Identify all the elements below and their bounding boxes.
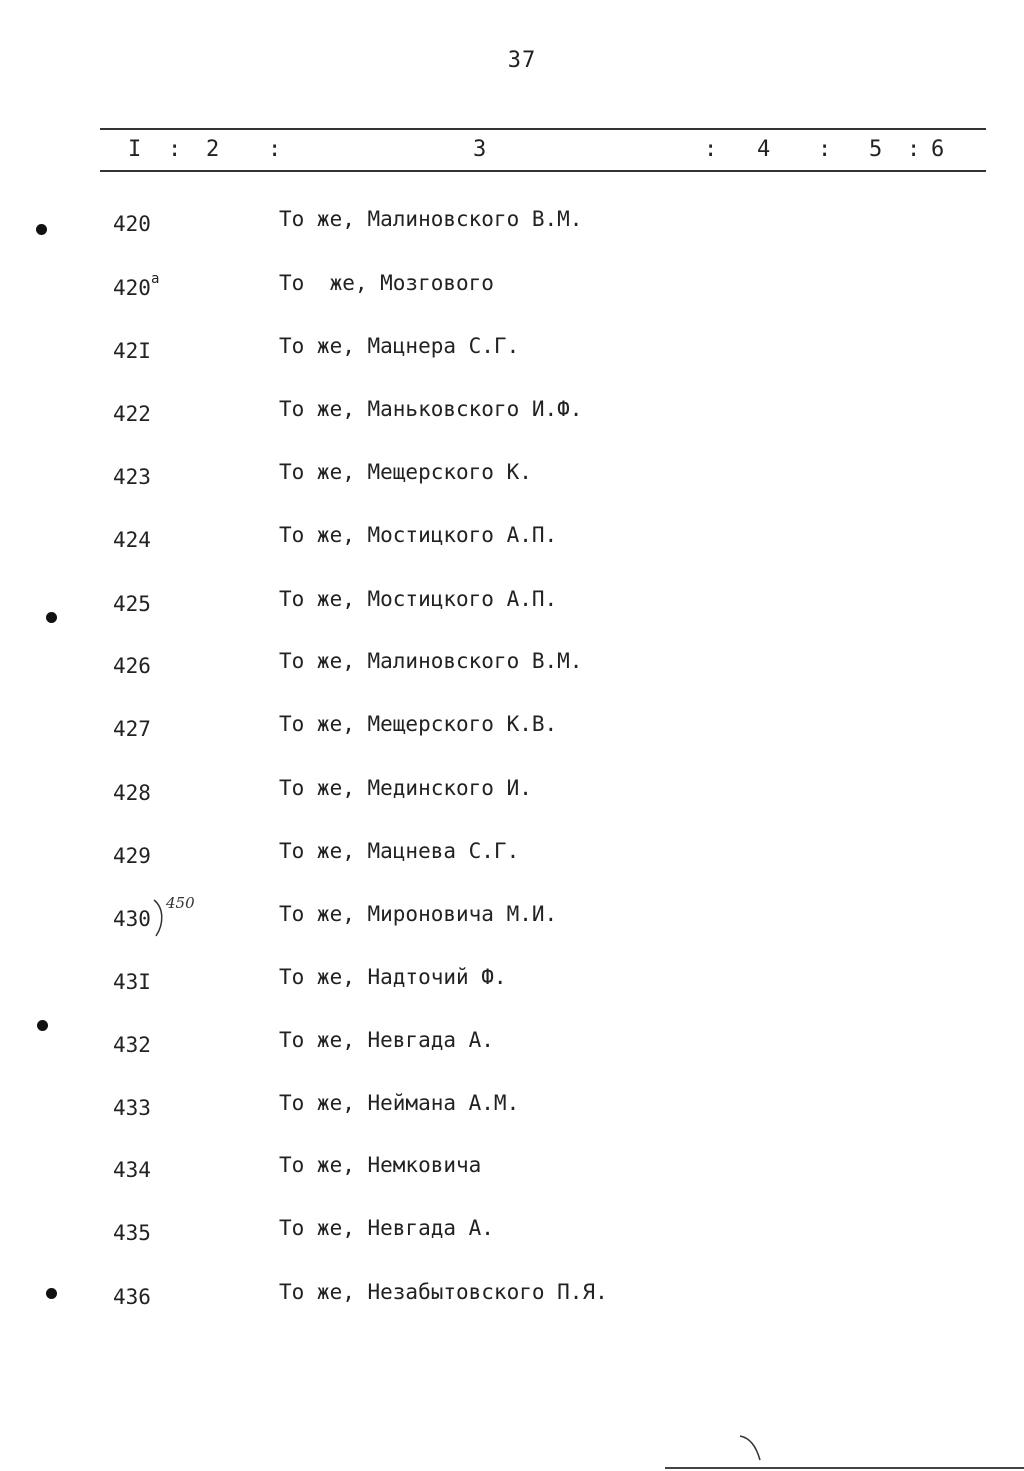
row-number: 435 [113, 1221, 151, 1245]
table-row [0, 773, 1024, 813]
table-row [0, 204, 1024, 244]
row-number: 426 [113, 654, 151, 678]
row-number: 428 [113, 781, 151, 805]
row-number: 425 [113, 592, 151, 616]
scan-mark-icon [738, 1432, 764, 1462]
row-number: 420 [113, 212, 151, 236]
table-row [0, 268, 1024, 308]
header-separator: : [168, 137, 182, 162]
page-edge-line [665, 1467, 1024, 1469]
header-separator: : [704, 137, 718, 162]
row-description: То же, Малиновского В.М. [279, 207, 583, 231]
table-header-rule [100, 170, 986, 172]
header-col-5: 5 [869, 137, 883, 162]
header-separator: : [268, 137, 282, 162]
row-description: То же, Малиновского В.М. [279, 649, 583, 673]
table-row [0, 520, 1024, 560]
row-description: То же, Мацнера С.Г. [279, 334, 520, 358]
table-row [0, 584, 1024, 624]
table-row [0, 1025, 1024, 1065]
row-description: То же, Невгада А. [279, 1216, 494, 1240]
row-number: 427 [113, 717, 151, 741]
row-description: То же, Невгада А. [279, 1028, 494, 1052]
header-col-3: 3 [473, 137, 487, 162]
row-number: 43I [113, 970, 151, 994]
row-description: То же, Мещерского К.В. [279, 712, 558, 736]
row-description: То же, Маньковского И.Ф. [279, 397, 583, 421]
punch-hole-icon [46, 1288, 57, 1299]
table-row [0, 1277, 1024, 1317]
row-number: 430 [113, 907, 151, 931]
table-row [0, 331, 1024, 371]
row-number: 433 [113, 1096, 151, 1120]
row-description: То же, Мостицкого А.П. [279, 523, 558, 547]
table-row [0, 709, 1024, 749]
table-row [0, 1213, 1024, 1253]
punch-hole-icon [37, 1020, 48, 1031]
row-description: То же, Мозгового [279, 271, 494, 295]
header-col-2: 2 [206, 137, 220, 162]
row-number: 424 [113, 528, 151, 552]
punch-hole-icon [46, 612, 57, 623]
row-number: 434 [113, 1158, 151, 1182]
row-description: То же, Надточий Ф. [279, 965, 507, 989]
row-number: 429 [113, 844, 151, 868]
row-description: То же, Мостицкого А.П. [279, 587, 558, 611]
table-row [0, 836, 1024, 876]
page-number: 37 [507, 48, 537, 73]
table-row [0, 646, 1024, 686]
header-col-4: 4 [757, 137, 771, 162]
row-number: $420^а$ [113, 271, 160, 300]
row-description: То же, Немковича [279, 1153, 482, 1177]
row-number: 422 [113, 402, 151, 426]
row-description: То же, Мироновича М.И. [279, 902, 558, 926]
table-row [0, 394, 1024, 434]
row-number: 436 [113, 1285, 151, 1309]
header-separator: : [818, 137, 832, 162]
header-col-6: 6 [931, 137, 945, 162]
row-description: То же, Незабытовского П.Я. [279, 1280, 608, 1304]
row-number: 423 [113, 465, 151, 489]
row-description: То же, Неймана А.М. [279, 1091, 520, 1115]
row-description: То же, Мединского И. [279, 776, 532, 800]
punch-hole-icon [36, 224, 47, 235]
row-number: 432 [113, 1033, 151, 1057]
header-separator: : [907, 137, 921, 162]
header-col-1: I [128, 137, 142, 162]
table-row [0, 457, 1024, 497]
table-row [0, 1088, 1024, 1128]
row-description: То же, Мещерского К. [279, 460, 532, 484]
row-number: 42I [113, 339, 151, 363]
table-top-rule [100, 128, 986, 130]
handwritten-note: 450 [166, 894, 195, 912]
table-row [0, 1150, 1024, 1190]
table-row [0, 962, 1024, 1002]
row-description: То же, Мацнева С.Г. [279, 839, 520, 863]
